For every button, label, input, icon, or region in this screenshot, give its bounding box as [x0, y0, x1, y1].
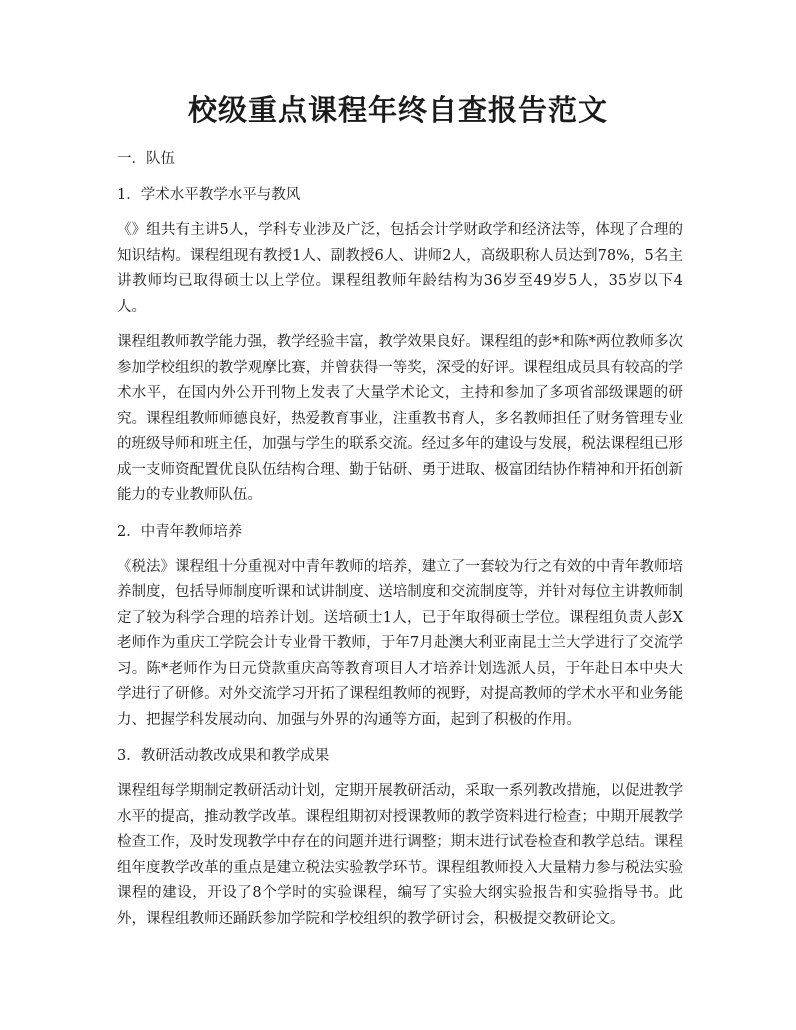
document-title: 校级重点课程年终自查报告范文	[187, 93, 608, 127]
paragraph: 《税法》课程组十分重视对中青年教师的培养，建立了一套较为行之有效的中青年教师培养制度，包括导师制度听课和试讲制度、送培制度和交流制度等，并针对每位主讲教师制定了较为科学合理的培养计划。送培硕士1人，已于年取得硕士学位。课程组负责人彭X老师作为重庆工学院会计专业骨干教师，于年7月赴澳大利亚南昆士兰大学进行了交流学习。陈*老师作为日元贷款重庆高等教育项目人才培养计划选派人员，于年赴日本中央大学进行了研修。对外交流学习开拓了课程组教师的视野，对提高教师的学术水平和业务能力、把握学科发展动向、加强与外界的沟通等方面，起到了积极的作用。	[117, 558, 683, 728]
document-body	[117, 146, 683, 942]
subsection-heading: 3．教研活动教改成果和教学成果	[117, 748, 330, 764]
section-heading: 一．队伍	[117, 151, 175, 167]
subsection-heading: 2．中青年教师培养	[117, 523, 243, 540]
paragraph: 课程组每学期制定教研活动计划，定期开展教研活动，采取一系列教改措施，以促进教学水平的提高，推动教学改革。课程组期初对授课教师的教学资料进行检查；中期开展教学检查工作，及时发现教学中存在的问题并进行调整；期末进行试卷检查和教学总结。课程组年度教学改革的重点是建立税法实验教学环节。课程组教师投入大量精力参与税法实验课程的建设，开设了8个学时的实验课程，编写了实验大纲实验报告和实验指导书。此外，课程组教师还踊跃参加学院和学校组织的教学研讨会，积极提交教研论文。	[117, 783, 683, 927]
subsection-heading: 1．学术水平教学水平与教风	[117, 187, 301, 203]
paragraph: 课程组教师教学能力强，教学经验丰富，教学效果良好。课程组的彭*和陈*两位教师多次参加学校组织的教学观摩比赛，并曾获得一等奖，深受的好评。课程组成员具有较高的学术水平，在国内外公开刊物上发表了大量学术论文，主持和参加了多项省部级课题的研究。课程组教师师德良好，热爱教育事业，注重教书育人，多名教师担任了财务管理专业的班级导师和班主任，加强与学生的联系交流。经过多年的建设与发展，税法课程组已形成一支师资配置优良队伍结构合理、勤于钻研、勇于进取、极富团结协作精神和开拓创新能力的专业教师队伍。	[117, 334, 683, 503]
paragraph: 《》组共有主讲5人，学科专业涉及广泛，包括会计学财政学和经济法等，体现了合理的知识结构。课程组现有教授1人、副教授6人、讲师2人，高级职称人员达到78%，5名主讲教师均已取得硕士以上学位。课程组教师年龄结构为36岁至49岁5人，35岁以下4人。	[117, 222, 683, 315]
